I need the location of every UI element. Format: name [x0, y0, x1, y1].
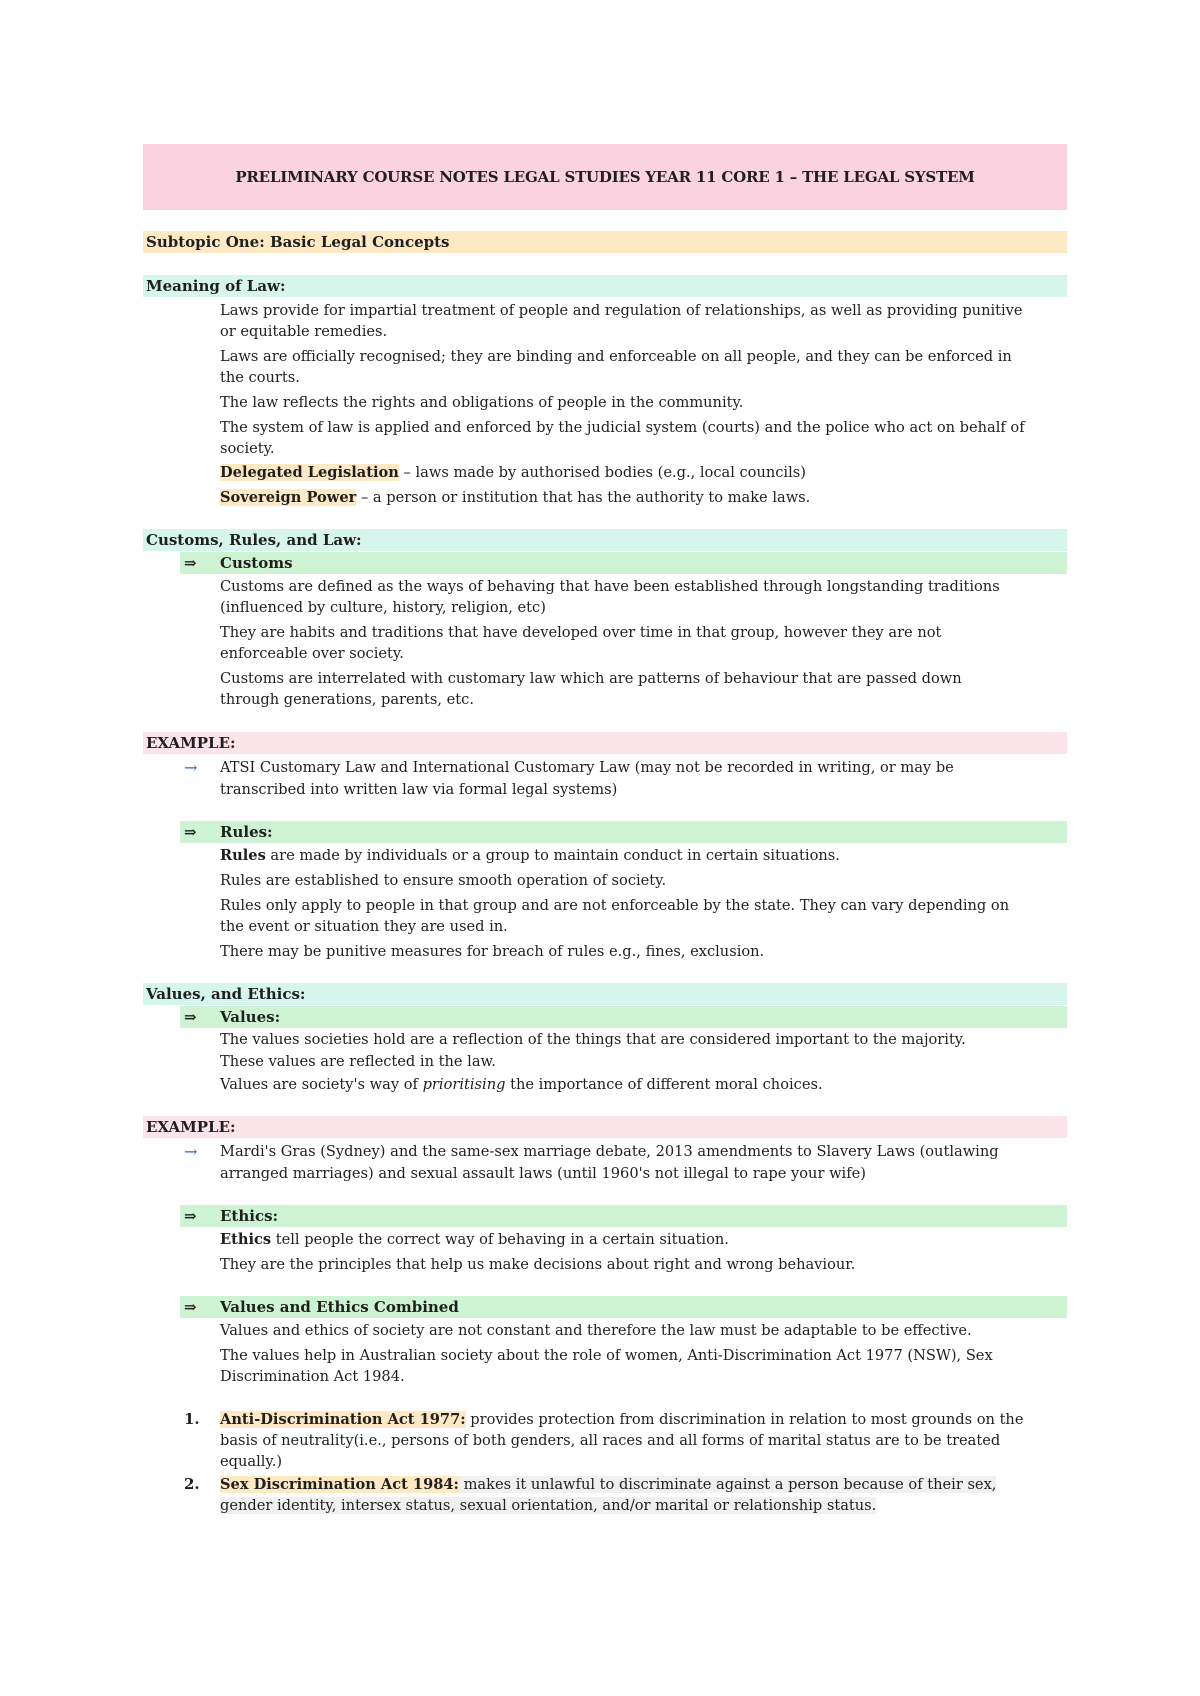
combined-subheading: [180, 1296, 1067, 1318]
rules-subheading: [180, 821, 1067, 843]
list-item: [220, 1474, 1070, 1495]
ethics-line: They are the principles that help us make decisions about right and wrong behaviour.: [220, 1256, 856, 1273]
meaning-line: the courts.: [220, 369, 300, 386]
definition-text: tell people the correct way of behaving in a certain situation.: [271, 1231, 729, 1248]
values-line: [220, 1074, 1070, 1095]
list-item-line: [220, 1495, 1070, 1516]
values-line: The values societies hold are a reflection of the things that are considered important to the majority.: [220, 1031, 966, 1048]
list-item-line: equally.): [220, 1453, 283, 1470]
meaning-line: society.: [220, 440, 275, 457]
example-heading: EXAMPLE:: [143, 732, 1067, 754]
double-arrow-icon: ⇒: [184, 1207, 197, 1225]
rules-line: Rules only apply to people in that group and are not enforceable by the state. They can vary depending on: [220, 897, 1010, 914]
customs-subheading: [180, 552, 1067, 574]
example-line: transcribed into written law via formal legal systems): [220, 781, 618, 798]
values-text: the importance of different moral choices.: [505, 1076, 823, 1093]
subtopic-heading: Subtopic One: Basic Legal Concepts: [143, 231, 1067, 253]
term-delegated-legislation: Delegated Legislation: [220, 464, 399, 481]
double-arrow-icon: ⇒: [184, 1008, 197, 1026]
list-text: gender identity, intersex status, sexual orientation, and/or marital or relationship status.: [220, 1497, 877, 1514]
values-text: Values are society's way of: [220, 1076, 423, 1093]
subheading-label: Values and Ethics Combined: [220, 1298, 459, 1316]
double-arrow-icon: ⇒: [184, 823, 197, 841]
combined-line: The values help in Australian society about the role of women, Anti-Discrimination Act 1977 (NSW), Sex: [220, 1347, 993, 1364]
meaning-line: The law reflects the rights and obligations of people in the community.: [220, 394, 744, 411]
meaning-line: [220, 462, 1070, 483]
double-arrow-icon: ⇒: [184, 1298, 197, 1316]
list-item: [220, 1409, 1070, 1430]
subheading-label: Rules:: [220, 823, 273, 841]
arrow-icon: →: [184, 1142, 198, 1161]
example-heading: EXAMPLE:: [143, 1116, 1067, 1138]
term-anti-discrimination-act: Anti-Discrimination Act 1977:: [220, 1411, 466, 1428]
subheading-label: Ethics:: [220, 1207, 279, 1225]
meaning-heading: Meaning of Law:: [143, 275, 1067, 297]
meaning-line: The system of law is applied and enforced by the judicial system (courts) and the police who act on behalf of: [220, 419, 1025, 436]
customs-line: enforceable over society.: [220, 645, 404, 662]
customs-line: through generations, parents, etc.: [220, 691, 474, 708]
customs-heading: Customs, Rules, and Law:: [143, 529, 1067, 551]
term-sovereign-power: Sovereign Power: [220, 489, 357, 506]
meaning-line: Laws are officially recognised; they are binding and enforceable on all people, and they can be enforced in: [220, 348, 1012, 365]
ethics-subheading: [180, 1205, 1067, 1227]
combined-line: Discrimination Act 1984.: [220, 1368, 405, 1385]
customs-line: (influenced by culture, history, religion, etc): [220, 599, 546, 616]
meaning-line: Laws provide for impartial treatment of people and regulation of relationships, as well as providing punitive: [220, 302, 1023, 319]
values-heading: Values, and Ethics:: [143, 983, 1067, 1005]
ethics-line: [220, 1229, 1070, 1250]
list-text: provides protection from discrimination in relation to most grounds on the: [465, 1411, 1024, 1428]
values-line: These values are reflected in the law.: [220, 1053, 496, 1070]
list-text: makes it unlawful to discriminate against a person because of their sex,: [458, 1476, 997, 1493]
definition-text: – laws made by authorised bodies (e.g., local councils): [398, 464, 806, 481]
customs-line: Customs are defined as the ways of behaving that have been established through longstanding traditions: [220, 578, 1000, 595]
page-title: PRELIMINARY COURSE NOTES LEGAL STUDIES YEAR 11 CORE 1 – THE LEGAL SYSTEM: [143, 144, 1067, 210]
list-number: 2.: [184, 1475, 200, 1493]
combined-line: Values and ethics of society are not constant and therefore the law must be adaptable to be effective.: [220, 1322, 972, 1339]
values-subheading: [180, 1006, 1067, 1028]
meaning-line: [220, 487, 1070, 508]
customs-line: Customs are interrelated with customary law which are patterns of behaviour that are passed down: [220, 670, 962, 687]
term-ethics: Ethics: [220, 1231, 272, 1248]
term-sex-discrimination-act: Sex Discrimination Act 1984:: [220, 1476, 459, 1493]
emphasis-text: prioritising: [422, 1076, 506, 1093]
definition-text: are made by individuals or a group to maintain conduct in certain situations.: [265, 847, 840, 864]
example-line: ATSI Customary Law and International Customary Law (may not be recorded in writing, or may be: [220, 759, 954, 776]
example-line: Mardi's Gras (Sydney) and the same-sex marriage debate, 2013 amendments to Slavery Laws (outlawing: [220, 1143, 999, 1160]
subheading-label: Customs: [220, 554, 293, 572]
subheading-label: Values:: [220, 1008, 281, 1026]
rules-line: the event or situation they are used in.: [220, 918, 508, 935]
example-line: arranged marriages) and sexual assault laws (until 1960's not illegal to rape your wife): [220, 1165, 866, 1182]
rules-line: Rules are established to ensure smooth operation of society.: [220, 872, 667, 889]
double-arrow-icon: ⇒: [184, 554, 197, 572]
meaning-line: or equitable remedies.: [220, 323, 388, 340]
rules-line: There may be punitive measures for breach of rules e.g., fines, exclusion.: [220, 943, 765, 960]
definition-text: – a person or institution that has the authority to make laws.: [356, 489, 811, 506]
list-item-line: basis of neutrality(i.e., persons of both genders, all races and all forms of marital status are to be treated: [220, 1432, 1001, 1449]
arrow-icon: →: [184, 758, 198, 777]
customs-line: They are habits and traditions that have developed over time in that group, however they are not: [220, 624, 942, 641]
list-number: 1.: [184, 1410, 200, 1428]
term-rules: Rules: [220, 847, 266, 864]
rules-line: [220, 845, 1070, 866]
